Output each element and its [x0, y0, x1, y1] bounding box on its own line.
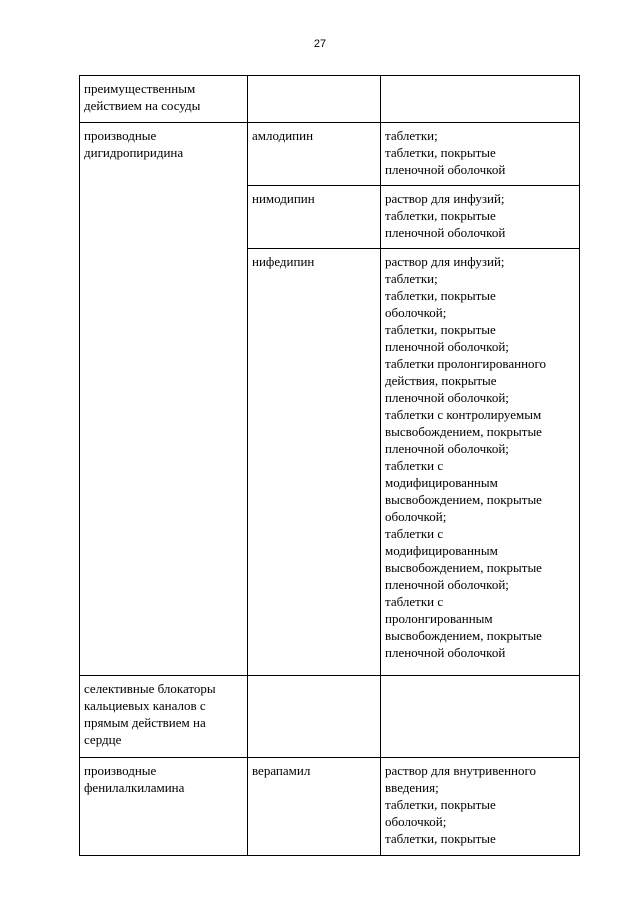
group-text: производные	[84, 128, 157, 143]
drug-cell	[248, 76, 381, 123]
dosage-form: таблетки с	[385, 458, 444, 473]
dosage-form: таблетки с	[385, 526, 444, 541]
dosage-form: пленочной оболочкой	[385, 162, 506, 177]
forms-cell	[381, 676, 580, 758]
dosage-form: действия, покрытые	[385, 373, 497, 388]
drug-name: амлодипин	[252, 128, 314, 143]
dosage-form: пленочной оболочкой;	[385, 441, 509, 456]
forms-cell	[381, 186, 580, 249]
drug-cell	[248, 249, 381, 676]
group-text: преимущественным	[84, 81, 196, 96]
dosage-form: раствор для внутривенного	[385, 763, 536, 778]
dosage-form: раствор для инфузий;	[385, 191, 505, 206]
dosage-form: высвобождением, покрытые	[385, 424, 542, 439]
forms-cell	[381, 123, 580, 186]
group-cell	[80, 758, 248, 856]
dosage-form: таблетки с	[385, 594, 444, 609]
dosage-form: высвобождением, покрытые	[385, 560, 542, 575]
page-number: 27	[313, 38, 327, 50]
group-text: селективные блокаторы	[84, 681, 216, 696]
dosage-form: пленочной оболочкой;	[385, 577, 509, 592]
drug-cell	[248, 676, 381, 758]
dosage-form: высвобождением, покрытые	[385, 492, 542, 507]
dosage-form: таблетки, покрытые	[385, 797, 496, 812]
group-text: сердце	[84, 732, 122, 747]
dosage-form: оболочкой;	[385, 814, 447, 829]
drug-cell	[248, 123, 381, 186]
dosage-form: раствор для инфузий;	[385, 254, 505, 269]
group-text: дигидропиридина	[84, 145, 184, 160]
dosage-form: введения;	[385, 780, 439, 795]
dosage-form: высвобождением, покрытые	[385, 628, 542, 643]
dosage-form: таблетки, покрытые	[385, 288, 496, 303]
dosage-form: модифицированным	[385, 543, 498, 558]
drug-name: нимодипин	[252, 191, 315, 206]
dosage-form: пролонгированным	[385, 611, 493, 626]
table-row	[80, 758, 580, 856]
drug-name: нифедипин	[252, 254, 315, 269]
dosage-form: таблетки, покрытые	[385, 831, 496, 846]
dosage-form: пленочной оболочкой	[385, 225, 506, 240]
table-row	[80, 76, 580, 123]
drug-cell	[248, 186, 381, 249]
group-text: прямым действием на	[84, 715, 206, 730]
drug-name: верапамил	[252, 763, 311, 778]
group-text: действием на сосуды	[84, 98, 201, 113]
dosage-form: таблетки;	[385, 271, 438, 286]
dosage-form: таблетки пролонгированного	[385, 356, 547, 371]
dosage-form: пленочной оболочкой;	[385, 390, 509, 405]
dosage-form: таблетки с контролируемым	[385, 407, 542, 422]
group-cell	[80, 76, 248, 123]
group-cell	[80, 676, 248, 758]
dosage-form: таблетки, покрытые	[385, 145, 496, 160]
table-row	[80, 123, 580, 186]
group-text: производные	[84, 763, 157, 778]
dosage-form: модифицированным	[385, 475, 498, 490]
group-text: фенилалкиламина	[84, 780, 185, 795]
dosage-form: таблетки, покрытые	[385, 208, 496, 223]
dosage-form: пленочной оболочкой;	[385, 339, 509, 354]
forms-cell	[381, 758, 580, 856]
table-row	[80, 676, 580, 758]
drug-table	[79, 75, 580, 856]
group-cell	[80, 123, 248, 676]
forms-cell	[381, 249, 580, 676]
drug-cell	[248, 758, 381, 856]
dosage-form: таблетки;	[385, 128, 438, 143]
dosage-form: оболочкой;	[385, 305, 447, 320]
group-text: кальциевых каналов с	[84, 698, 206, 713]
forms-cell	[381, 76, 580, 123]
dosage-form: таблетки, покрытые	[385, 322, 496, 337]
dosage-form: пленочной оболочкой	[385, 645, 506, 660]
dosage-form: оболочкой;	[385, 509, 447, 524]
